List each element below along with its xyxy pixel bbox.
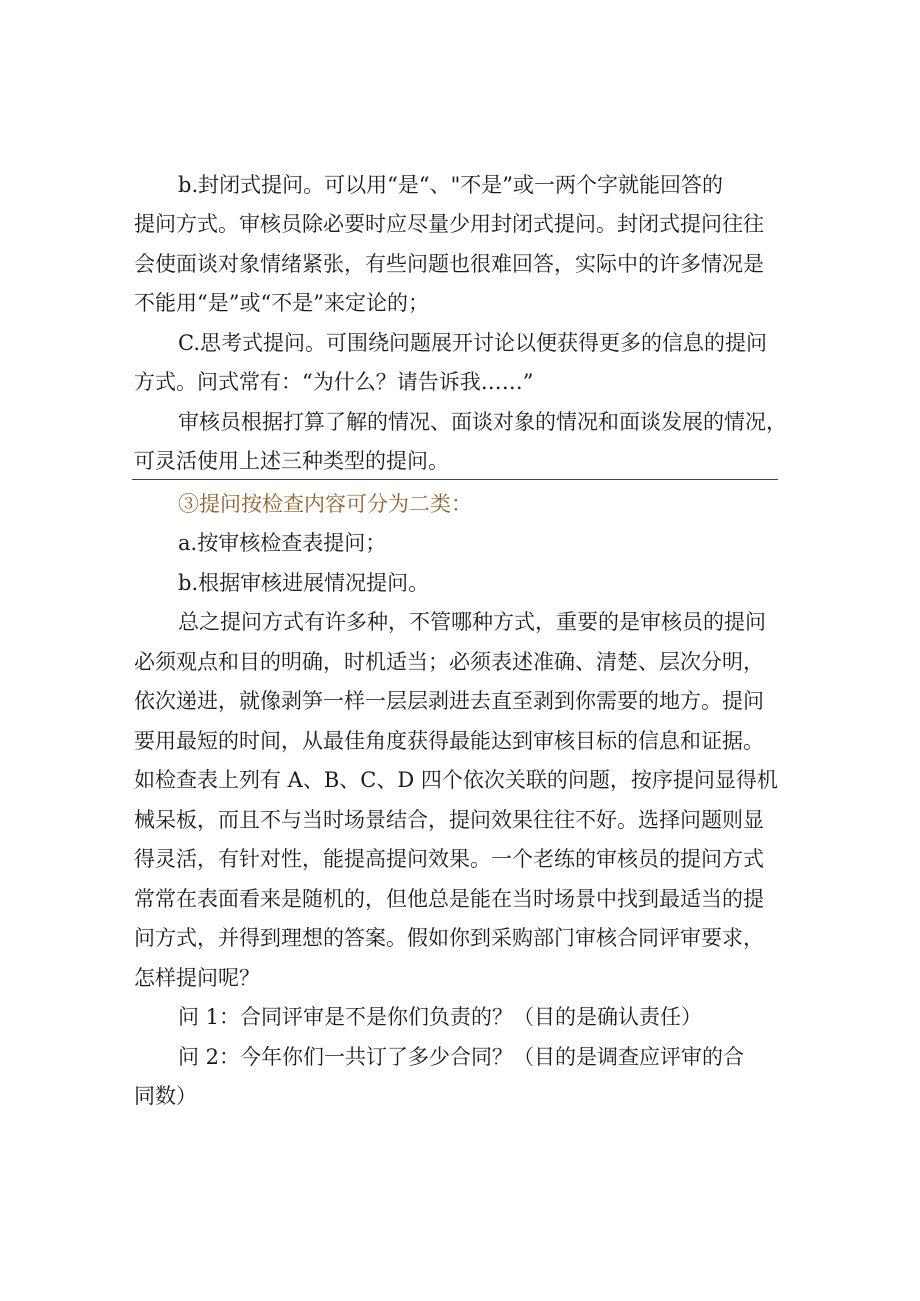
- closed-question-line-3: 会使面谈对象情绪紧张，有些问题也很难回答，实际中的许多情况是: [134, 252, 764, 276]
- summary-line-3: 依次递进，就像剥笋一样一层层剥进去直至剥到你需要的地方。提问: [134, 689, 764, 713]
- question-2-line-2: 同数）: [134, 1084, 197, 1108]
- summary-line-6: 械呆板，而且不与当时场景结合，提问效果往往不好。选择问题则显: [134, 808, 764, 832]
- summary-line-8: 常常在表面看来是随机的，但他总是能在当时场景中找到最适当的提: [134, 887, 764, 911]
- summary-line-1: 总之提问方式有许多种，不管哪种方式，重要的是审核员的提问: [178, 610, 766, 634]
- question-2-line-1: 问 2：今年你们一共订了多少合同？（目的是调查应评审的合: [178, 1045, 745, 1069]
- closed-question-line-2: 提问方式。审核员除必要时应尽量少用封闭式提问。封闭式提问往往: [134, 212, 764, 236]
- closed-question-line-4: 不能用“是”或“不是”来定论的；: [134, 291, 429, 315]
- summary-line-2: 必须观点和目的明确，时机适当；必须表述准确、清楚、层次分明，: [134, 650, 764, 674]
- summary-line-7: 得灵活，有针对性，能提高提问效果。一个老练的审核员的提问方式: [134, 847, 764, 871]
- summary-line-10: 怎样提问呢？: [134, 966, 260, 990]
- list-item-a: a.按审核检查表提问；: [178, 531, 387, 555]
- question-1: 问 1：合同评审是不是你们负责的？（目的是确认责任）: [178, 1005, 703, 1029]
- reflective-question-line-1: C.思考式提问。可围绕问题展开讨论以便获得更多的信息的提问: [178, 331, 767, 355]
- usage-line-2: 可灵活使用上述三种类型的提问。: [134, 449, 449, 473]
- summary-line-4: 要用最短的时间，从最佳角度获得最能达到审核目标的信息和证据。: [134, 729, 764, 753]
- summary-line-5: 如检查表上列有 A、B、C、D 四个依次关联的问题，按序提问显得机: [134, 768, 778, 792]
- closed-question-line-1: b.封闭式提问。可以用“是“、"不是”或一两个字就能回答的: [178, 173, 723, 197]
- horizontal-divider: [132, 479, 778, 480]
- summary-line-9: 问方式，并得到理想的答案。假如你到采购部门审核合同评审要求，: [134, 926, 764, 950]
- section-heading: ③提问按检查内容可分为二类：: [178, 492, 472, 516]
- usage-line-1: 审核员根据打算了解的情况、面谈对象的情况和面谈发展的情况，: [178, 410, 787, 434]
- list-item-b: b.根据审核进展情况提问。: [178, 571, 430, 595]
- reflective-question-line-2: 方式。问式常有：“为什么？请告诉我……”: [134, 370, 534, 394]
